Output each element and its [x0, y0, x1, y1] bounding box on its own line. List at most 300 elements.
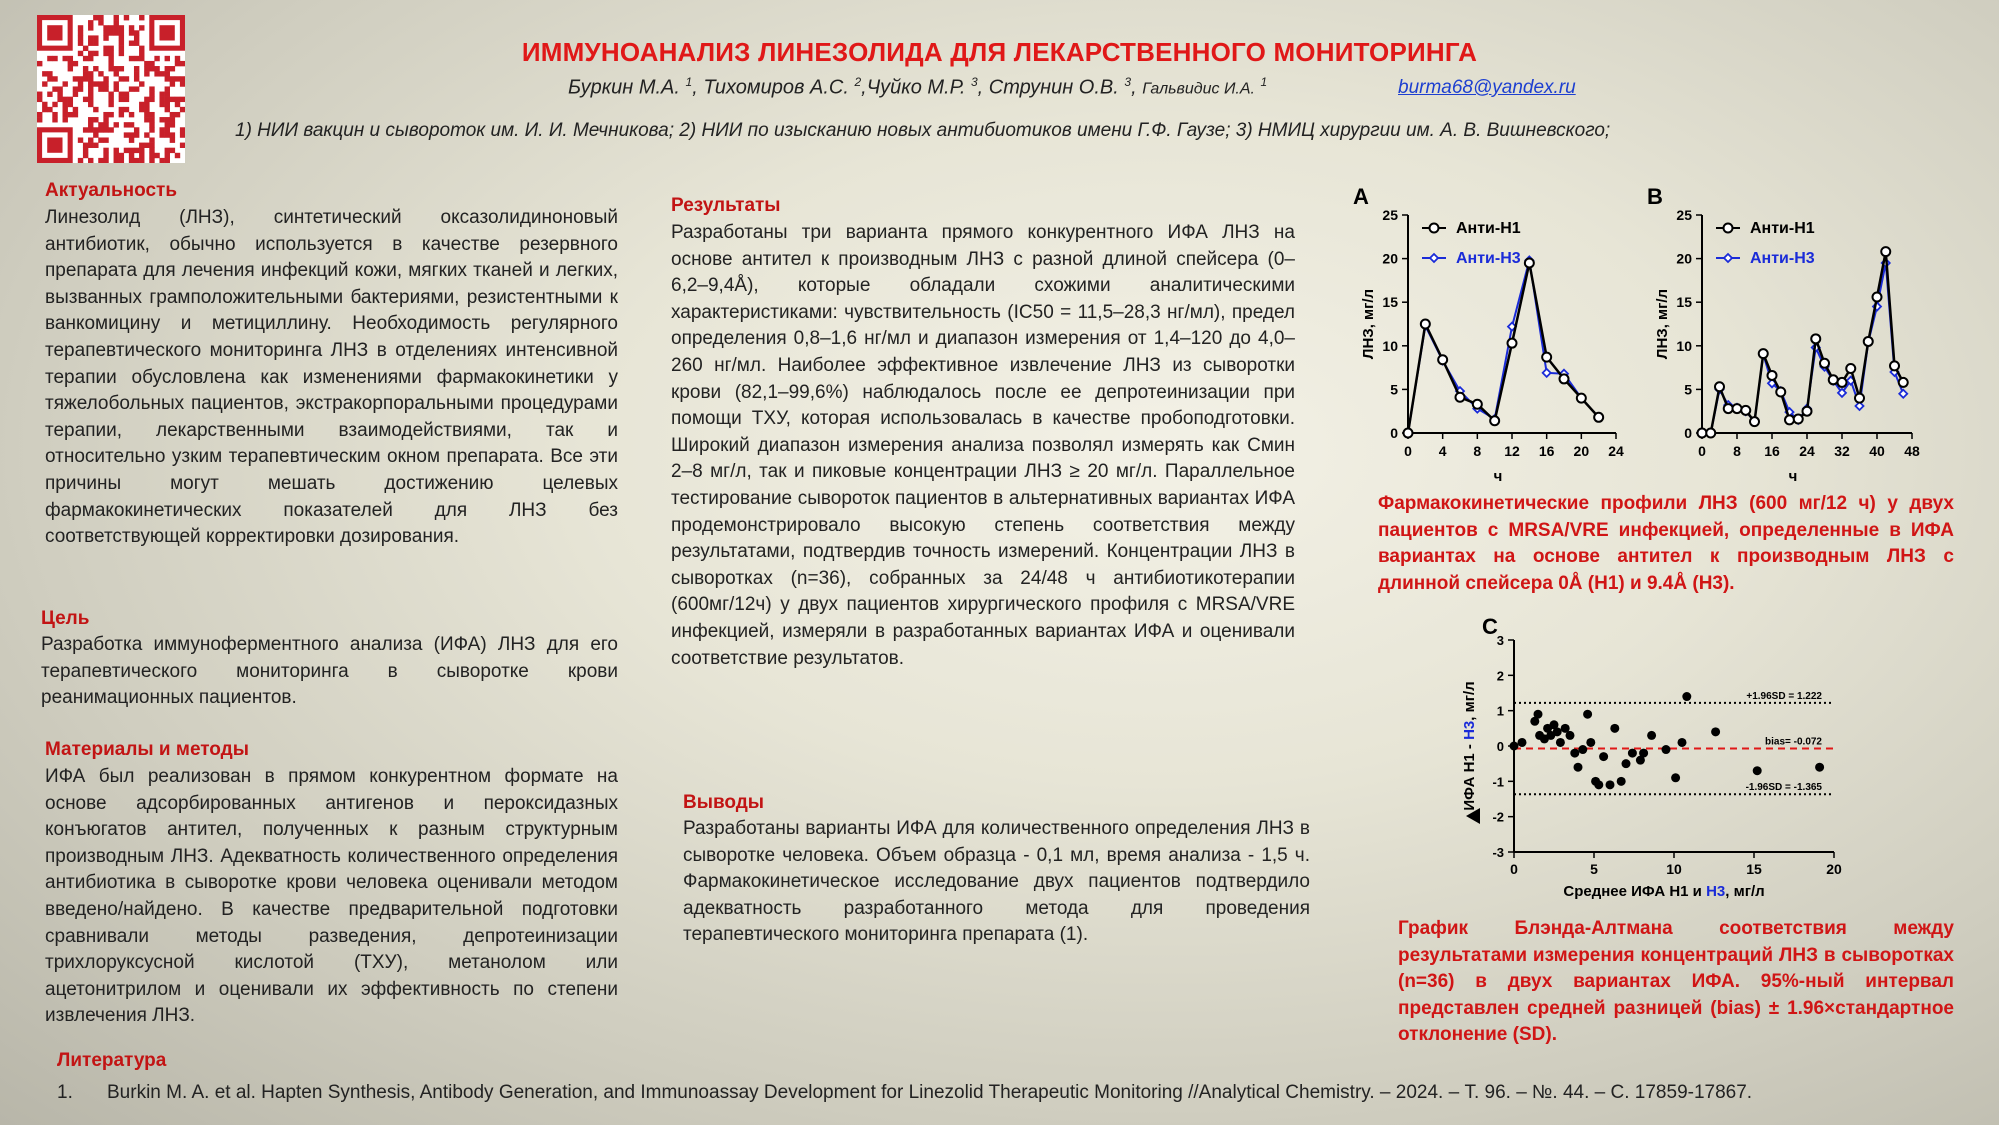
qr-module [134, 30, 139, 35]
qr-module [175, 97, 180, 102]
qr-module [52, 76, 57, 81]
qr-module [114, 86, 119, 91]
x-tick-label: 10 [1666, 861, 1682, 877]
qr-module [103, 148, 108, 153]
qr-module [165, 117, 170, 122]
qr-module [37, 92, 42, 97]
x-tick-label: 8 [1473, 443, 1482, 459]
data-point-h1 [1881, 247, 1890, 256]
scatter-point [1583, 710, 1592, 719]
x-tick-label: 20 [1573, 443, 1590, 459]
qr-module [114, 148, 119, 153]
qr-module [180, 76, 185, 81]
qr-module [129, 122, 134, 127]
qr-module [180, 127, 185, 132]
data-point-h1 [1873, 292, 1882, 301]
qr-module [103, 158, 108, 163]
x-tick-label: 15 [1746, 861, 1762, 877]
x-tick-label: 8 [1733, 443, 1741, 459]
qr-module [144, 112, 149, 117]
text-relevance: Линезолид (ЛНЗ), синтетический оксазолидиноновый антибиотик, обычно используется в качестве резервного препарата для лечения инфекций кожи, мягких тканей и легких, вызванных грамположительными бактериями, резистентными к ванкомицину и метициллину. Необходимость регулярного терапевтического мониторинга ЛНЗ в отделениях интенсивной терапии обусловлена как изменениями фармакокинетики у тяжелобольных пациентов, экстракорпоральными процедурами терапии, лекарственными взаимодействиями, так и относительно узким терапевтическим окном препарата. Все эти причины могут мешать достижению целевых фармакокинетических показателей для ЛНЗ без соответствующей корректировки дозирования. [45, 207, 618, 548]
qr-module [93, 132, 98, 137]
qr-module [93, 107, 98, 112]
qr-module [129, 112, 134, 117]
qr-module [180, 107, 185, 112]
x-axis-label: Среднее ИФА H1 и H3, мг/л [1563, 883, 1765, 900]
qr-module [175, 102, 180, 107]
qr-module [144, 107, 149, 112]
scatter-point [1510, 742, 1519, 751]
qr-module [139, 107, 144, 112]
qr-module [134, 148, 139, 153]
qr-module [52, 117, 57, 122]
qr-module [52, 86, 57, 91]
email-link[interactable]: burma68@yandex.ru [1398, 77, 1576, 98]
qr-module [165, 107, 170, 112]
qr-module [119, 107, 124, 112]
y-tick-label: 20 [1676, 250, 1692, 267]
qr-module [78, 86, 83, 91]
qr-module [108, 102, 113, 107]
data-point-h1 [1794, 415, 1803, 424]
heading-methods: Материалы и методы [45, 739, 249, 760]
y-tick-label: 0 [1496, 739, 1504, 754]
y-tick-label: 0 [1390, 425, 1398, 441]
data-point-h1 [1508, 339, 1517, 348]
data-point-h1 [1715, 382, 1724, 391]
qr-module [83, 153, 88, 158]
qr-module [108, 25, 113, 30]
y-tick-label: -1 [1492, 774, 1504, 790]
qr-module [68, 97, 73, 102]
qr-module [119, 158, 124, 163]
qr-module [103, 81, 108, 86]
qr-module [93, 127, 98, 132]
qr-module [134, 127, 139, 132]
qr-module [88, 122, 93, 127]
reference-text: Burkin M. A. et al. Hapten Synthesis, Antibody Generation, and Immunoassay Development for Linezolid Therapeutic Monitoring //Analytical Chemistry. – 2024. – Т. 96. – №. 44. – С. 17859-17867. [107, 1082, 1753, 1103]
qr-module [98, 15, 103, 20]
data-point-h1 [1811, 334, 1820, 343]
qr-module [83, 97, 88, 102]
qr-module [103, 30, 108, 35]
qr-module [165, 122, 170, 127]
qr-module [159, 158, 164, 163]
y-tick-label: 15 [1382, 294, 1398, 311]
qr-module [98, 122, 103, 127]
qr-module [114, 20, 119, 25]
qr-module [103, 25, 108, 30]
data-point-h1 [1803, 407, 1812, 416]
qr-module [73, 76, 78, 81]
qr-module [119, 76, 124, 81]
panel-label: B [1647, 184, 1663, 209]
x-tick-label: 32 [1834, 443, 1850, 459]
x-axis-label: ч [1493, 468, 1503, 485]
qr-module [139, 143, 144, 148]
reference-number: 1. [57, 1082, 73, 1103]
data-point-h1 [1820, 359, 1829, 368]
qr-module [57, 97, 62, 102]
qr-module [154, 153, 159, 158]
scatter-point [1753, 766, 1762, 775]
qr-module [119, 92, 124, 97]
qr-module [88, 76, 93, 81]
scatter-point [1574, 763, 1583, 772]
qr-module [47, 71, 52, 76]
qr-module [149, 92, 154, 97]
qr-module [134, 132, 139, 137]
qr-module [88, 137, 93, 142]
qr-module [78, 81, 83, 86]
qr-module [165, 148, 170, 153]
qr-module [134, 86, 139, 91]
qr-module [68, 112, 73, 117]
qr-module [119, 97, 124, 102]
qr-module [165, 92, 170, 97]
qr-module [103, 153, 108, 158]
scatter-point [1586, 738, 1595, 747]
author-1: Буркин М.А. [568, 76, 680, 99]
series-line [1408, 263, 1599, 433]
y-tick-label: 5 [1684, 381, 1692, 398]
qr-module [98, 81, 103, 86]
affiliations: 1) НИИ вакцин и сывороток им. И. И. Мечникова; 2) НИИ по изысканию новых антибиотиков имени Г.Ф. Гаузе; 3) НМИЦ хирургии им. А. В. Вишневского; [235, 120, 1611, 141]
x-tick-label: 5 [1590, 861, 1598, 877]
qr-module [139, 15, 144, 20]
qr-module [149, 127, 154, 132]
scatter-point [1617, 777, 1626, 786]
data-point-h1 [1438, 355, 1447, 364]
qr-module [139, 148, 144, 153]
data-point-h1 [1733, 404, 1742, 413]
qr-module [129, 148, 134, 153]
qr-module [165, 127, 170, 132]
heading-relevance: Актуальность [45, 180, 178, 201]
text-goal: Разработка иммуноферментного анализа (ИФА) ЛНЗ для его терапевтического мониторинга в сыворотке крови реанимационных пациентов. [41, 634, 618, 709]
qr-module [114, 30, 119, 35]
data-point-h1 [1724, 404, 1733, 413]
legend-marker [1724, 224, 1733, 233]
qr-module [180, 132, 185, 137]
scatter-point [1639, 749, 1648, 758]
y-tick-label: 1 [1496, 703, 1504, 719]
qr-module [139, 102, 144, 107]
qr-module [149, 148, 154, 153]
scatter-point [1682, 692, 1691, 701]
qr-module [114, 71, 119, 76]
scatter-point [1606, 780, 1615, 789]
scatter-point [1570, 749, 1579, 758]
qr-module [149, 143, 154, 148]
qr-module [108, 127, 113, 132]
caption-bland-altman: График Блэнда-Алтмана соответствия между результатами измерения концентраций ЛНЗ в сыворотках (n=36) в двух вариантах ИФА. 95%-ный интервал представлен средней разницей (bias) ± 1.96×стандартное отклонение (SD). [1398, 918, 1954, 1046]
data-point-h1 [1706, 429, 1715, 438]
qr-module [180, 81, 185, 86]
qr-module [129, 153, 134, 158]
qr-module [42, 102, 47, 107]
data-point-h1 [1525, 258, 1534, 267]
scatter-point [1518, 738, 1527, 747]
qr-module [180, 143, 185, 148]
scatter-point [1534, 710, 1543, 719]
data-point-h1 [1594, 413, 1603, 422]
y-tick-label: 25 [1382, 207, 1398, 223]
data-point-h1 [1560, 374, 1569, 383]
qr-module [108, 97, 113, 102]
qr-module [149, 122, 154, 127]
legend-marker [1430, 224, 1439, 233]
qr-module [37, 97, 42, 102]
y-axis-label: ЛНЗ, мг/л [1360, 288, 1377, 360]
qr-module [114, 158, 119, 163]
y-tick-label: -3 [1492, 845, 1504, 860]
qr-module [63, 81, 68, 86]
qr-module [98, 137, 103, 142]
qr-module [149, 86, 154, 91]
qr-module [159, 117, 164, 122]
qr-module [124, 107, 129, 112]
data-point-h1 [1759, 349, 1768, 358]
scatter-point [1594, 780, 1603, 789]
qr-module [165, 153, 170, 158]
qr-module [154, 71, 159, 76]
x-tick-label: 40 [1869, 443, 1885, 459]
qr-module [88, 25, 93, 30]
qr-module [159, 132, 164, 137]
qr-module [170, 117, 175, 122]
data-point-h1 [1829, 375, 1838, 384]
x-tick-label: 24 [1799, 443, 1815, 459]
qr-module [119, 153, 124, 158]
qr-module [165, 102, 170, 107]
scatter-point [1678, 738, 1687, 747]
qr-module [78, 30, 83, 35]
qr-module [98, 158, 103, 163]
qr-module [93, 143, 98, 148]
scatter-point [1671, 773, 1680, 782]
scatter-point [1553, 727, 1562, 736]
qr-module [52, 112, 57, 117]
scatter-point [1647, 731, 1656, 740]
qr-module [119, 112, 124, 117]
heading-conclusions: Выводы [683, 792, 765, 813]
x-tick-label: 0 [1510, 861, 1518, 877]
qr-module [129, 86, 134, 91]
qr-module [73, 92, 78, 97]
x-tick-label: 20 [1826, 861, 1842, 877]
qr-module [73, 112, 78, 117]
qr-module [108, 92, 113, 97]
qr-module [144, 143, 149, 148]
qr-module [78, 25, 83, 30]
data-point-h1 [1776, 388, 1785, 397]
scatter-point [1711, 727, 1720, 736]
qr-module [129, 158, 134, 163]
scatter-point [1566, 731, 1575, 740]
data-point-h1 [1404, 429, 1413, 438]
qr-module [124, 76, 129, 81]
scatter-point [1662, 745, 1671, 754]
qr-module [114, 81, 119, 86]
data-point-h1 [1542, 353, 1551, 362]
reference-line-label: -1.96SD = -1.365 [1745, 782, 1822, 794]
qr-module [144, 102, 149, 107]
qr-module [175, 76, 180, 81]
qr-module [57, 86, 62, 91]
qr-module [83, 143, 88, 148]
qr-module [175, 112, 180, 117]
qr-module [88, 92, 93, 97]
scatter-point [1599, 752, 1608, 761]
y-tick-label: -2 [1492, 809, 1504, 825]
qr-module [159, 97, 164, 102]
qr-module [149, 97, 154, 102]
x-axis-label: ч [1788, 468, 1798, 485]
y-tick-label: 0 [1684, 425, 1692, 441]
qr-module [159, 92, 164, 97]
y-tick-label: 2 [1496, 668, 1504, 684]
data-point-h1 [1473, 400, 1482, 409]
x-tick-label: 16 [1764, 443, 1780, 459]
x-tick-label: 48 [1904, 443, 1920, 459]
legend-label: Анти-H3 [1750, 250, 1815, 267]
qr-module [78, 76, 83, 81]
data-point-h1 [1855, 394, 1864, 403]
qr-module [165, 71, 170, 76]
qr-module [103, 117, 108, 122]
qr-module [165, 132, 170, 137]
qr-module [42, 71, 47, 76]
qr-module [37, 117, 42, 122]
scatter-point [1610, 724, 1619, 733]
poster-title: ИММУНОАНАЛИЗ ЛИНЕЗОЛИДА ДЛЯ ЛЕКАРСТВЕННОГО МОНИТОРИНГА [521, 37, 1478, 67]
data-point-h1 [1456, 393, 1465, 402]
chart-panel-c [1450, 612, 1850, 912]
qr-module [103, 127, 108, 132]
qr-module [149, 153, 154, 158]
qr-module [47, 92, 52, 97]
heading-goal: Цель [41, 608, 90, 629]
data-point-h1 [1846, 364, 1855, 373]
qr-module [170, 148, 175, 153]
data-point-h1 [1750, 417, 1759, 426]
qr-module [129, 25, 134, 30]
qr-module [114, 15, 119, 20]
scatter-point [1628, 749, 1637, 758]
qr-module [165, 97, 170, 102]
qr-module [63, 97, 68, 102]
qr-module [114, 153, 119, 158]
y-tick-label: 20 [1382, 250, 1398, 267]
data-point-h1 [1838, 378, 1847, 387]
qr-module [47, 76, 52, 81]
qr-module [63, 112, 68, 117]
qr-module [73, 107, 78, 112]
qr-module [83, 76, 88, 81]
author-4: Струнин О.В. [988, 76, 1119, 99]
y-tick-label: 15 [1676, 294, 1692, 311]
qr-module [139, 153, 144, 158]
qr-module [52, 102, 57, 107]
scatter-point [1815, 763, 1824, 772]
qr-module [124, 148, 129, 153]
qr-module [88, 86, 93, 91]
qr-module [98, 127, 103, 132]
x-tick-label: 24 [1608, 443, 1624, 459]
qr-module [88, 127, 93, 132]
qr-module [88, 71, 93, 76]
qr-module [170, 81, 175, 86]
qr-module [93, 15, 98, 20]
qr-module [134, 71, 139, 76]
qr-module [114, 25, 119, 30]
y-tick-label: 25 [1676, 207, 1692, 223]
text-methods: ИФА был реализован в прямом конкурентном формате на основе адсорбированных антигенов и пероксидазных конъюгатов антител, полученных к разным структурным производным ЛНЗ. Адекватность количественного определения антибиотика в сыворотке крови человека оценивали методом введено/найдено. В качестве предварительной подготовки сравнивали методы разведения, депротеинизации трихлоруксусной кислотой (ТХУ), метанолом или ацетонитрилом и оценивали их эффективность по степени извлечения ЛНЗ. [45, 766, 618, 1027]
data-point-h3 [1543, 369, 1551, 377]
qr-module [170, 112, 175, 117]
qr-module [149, 137, 154, 142]
qr-module [139, 25, 144, 30]
qr-module [37, 112, 42, 117]
x-tick-label: 12 [1504, 443, 1520, 459]
qr-module [88, 97, 93, 102]
qr-module [78, 158, 83, 163]
qr-module [88, 20, 93, 25]
qr-module [83, 148, 88, 153]
qr-module [103, 112, 108, 117]
qr-finder [47, 137, 62, 152]
y-tick-label: 5 [1390, 381, 1398, 398]
qr-module [93, 81, 98, 86]
legend-label: Анти-H1 [1750, 220, 1815, 237]
qr-module [170, 132, 175, 137]
data-point-h1 [1890, 361, 1899, 370]
x-tick-label: 4 [1438, 443, 1447, 459]
y-tick-label: 3 [1496, 633, 1504, 648]
author-2: Тихомиров А.С. [703, 76, 849, 99]
legend-label: Анти-H1 [1456, 220, 1521, 237]
qr-module [119, 25, 124, 30]
qr-module [165, 76, 170, 81]
qr-module [124, 122, 129, 127]
x-tick-label: 16 [1538, 443, 1555, 459]
y-axis-label: ЛНЗ, мг/л [1654, 288, 1671, 360]
panel-label: C [1482, 614, 1498, 639]
qr-module [103, 137, 108, 142]
qr-module [108, 30, 113, 35]
data-point-h1 [1899, 378, 1908, 387]
chart-panel-b [1640, 180, 1970, 500]
data-point-h1 [1785, 415, 1794, 424]
qr-module [165, 86, 170, 91]
qr-module [114, 122, 119, 127]
qr-module [88, 158, 93, 163]
qr-module [144, 71, 149, 76]
qr-module [134, 76, 139, 81]
qr-module [165, 158, 170, 163]
scatter-point [1578, 745, 1587, 754]
qr-module [57, 92, 62, 97]
y-tick-label: 10 [1382, 337, 1398, 354]
qr-module [98, 20, 103, 25]
text-conclusions: Разработаны варианты ИФА для количественного определения ЛНЗ в сыворотке человека. Объем образца - 0,1 мл, время анализа - 1,5 ч. Фармакокинетическое исследование двух пациентов подтвердило адекватность разработанного метода для проведения терапевтического мониторинга препарата (1). [683, 818, 1310, 946]
qr-module [129, 137, 134, 142]
qr-module [88, 102, 93, 107]
data-point-h1 [1421, 320, 1430, 329]
data-point-h1 [1577, 394, 1586, 403]
qr-module [98, 71, 103, 76]
